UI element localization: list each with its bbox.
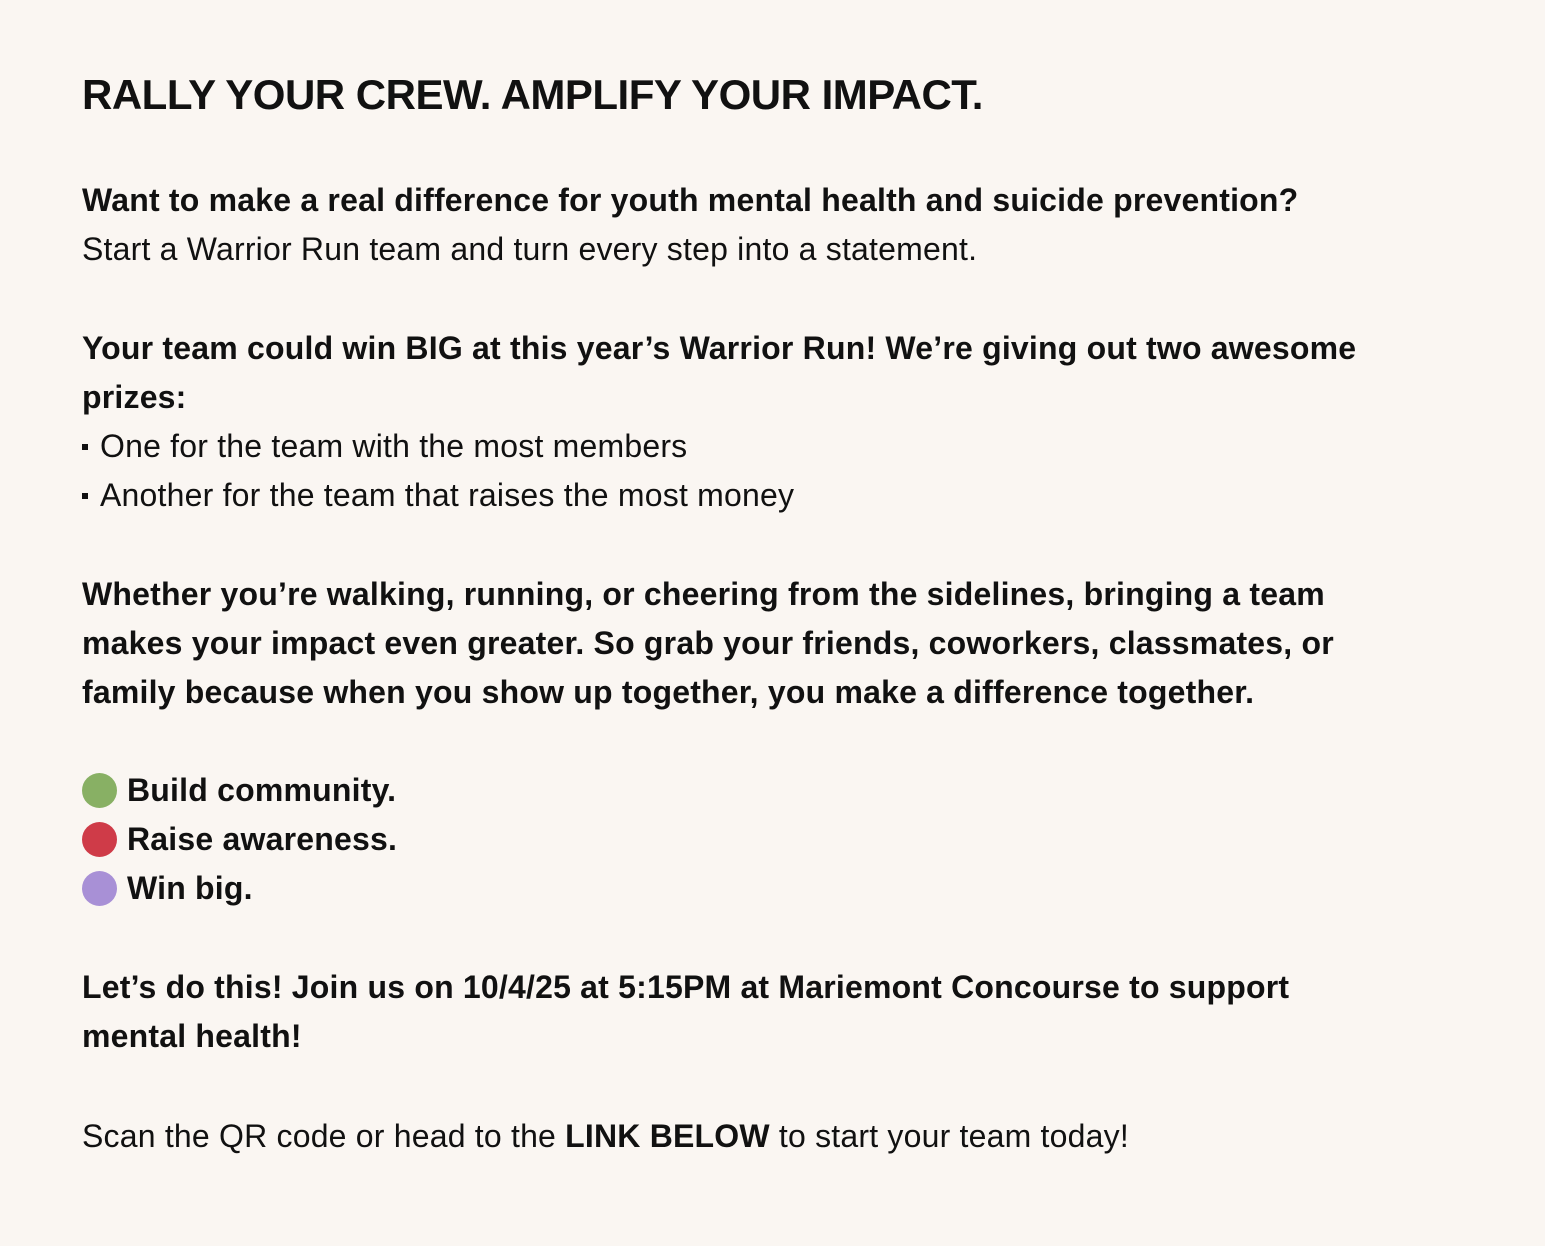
whether-line-2: makes your impact even greater. So grab your friends, coworkers, classmates, or <box>82 625 1334 661</box>
cta-text-before: Scan the QR code or head to the <box>82 1118 566 1154</box>
event-paragraph <box>82 963 1289 1061</box>
intro-question: Want to make a real difference for youth mental health and suicide prevention? <box>82 182 1299 218</box>
square-bullet-icon <box>82 444 88 450</box>
goal-label: Build community. <box>127 772 397 808</box>
goals-list <box>82 766 397 913</box>
square-bullet-icon <box>82 493 88 499</box>
goal-label: Win big. <box>127 870 253 906</box>
goal-item <box>82 766 397 815</box>
event-line-1: Let’s do this! Join us on 10/4/25 at 5:15PM at Mariemont Concourse to support <box>82 969 1290 1005</box>
page-title: RALLY YOUR CREW. AMPLIFY YOUR IMPACT. <box>82 71 983 118</box>
whether-line-3: family because when you show up together, you make a difference together. <box>82 674 1255 710</box>
prize-item-label: Another for the team that raises the most money <box>100 477 795 513</box>
prize-item <box>82 422 1356 471</box>
green-circle-icon <box>82 773 117 808</box>
goal-item <box>82 864 397 913</box>
prize-item <box>82 471 1356 520</box>
event-line-2: mental health! <box>82 1018 302 1054</box>
prizes-paragraph <box>82 324 1356 520</box>
red-circle-icon <box>82 822 117 857</box>
purple-circle-icon <box>82 871 117 906</box>
intro-paragraph <box>82 176 1298 274</box>
prizes-line-1: Your team could win BIG at this year’s Warrior Run! We’re giving out two awesome <box>82 330 1357 366</box>
whether-line-1: Whether you’re walking, running, or cheering from the sidelines, bringing a team <box>82 576 1325 612</box>
prize-item-label: One for the team with the most members <box>100 428 688 464</box>
whether-paragraph <box>82 570 1334 717</box>
link-below[interactable]: LINK BELOW <box>565 1118 770 1154</box>
goal-label: Raise awareness. <box>127 821 398 857</box>
goal-item <box>82 815 397 864</box>
intro-line: Start a Warrior Run team and turn every step into a statement. <box>82 231 978 267</box>
prizes-line-2: prizes: <box>82 379 187 415</box>
cta-text-after: to start your team today! <box>769 1118 1129 1154</box>
cta-paragraph <box>82 1112 1129 1161</box>
